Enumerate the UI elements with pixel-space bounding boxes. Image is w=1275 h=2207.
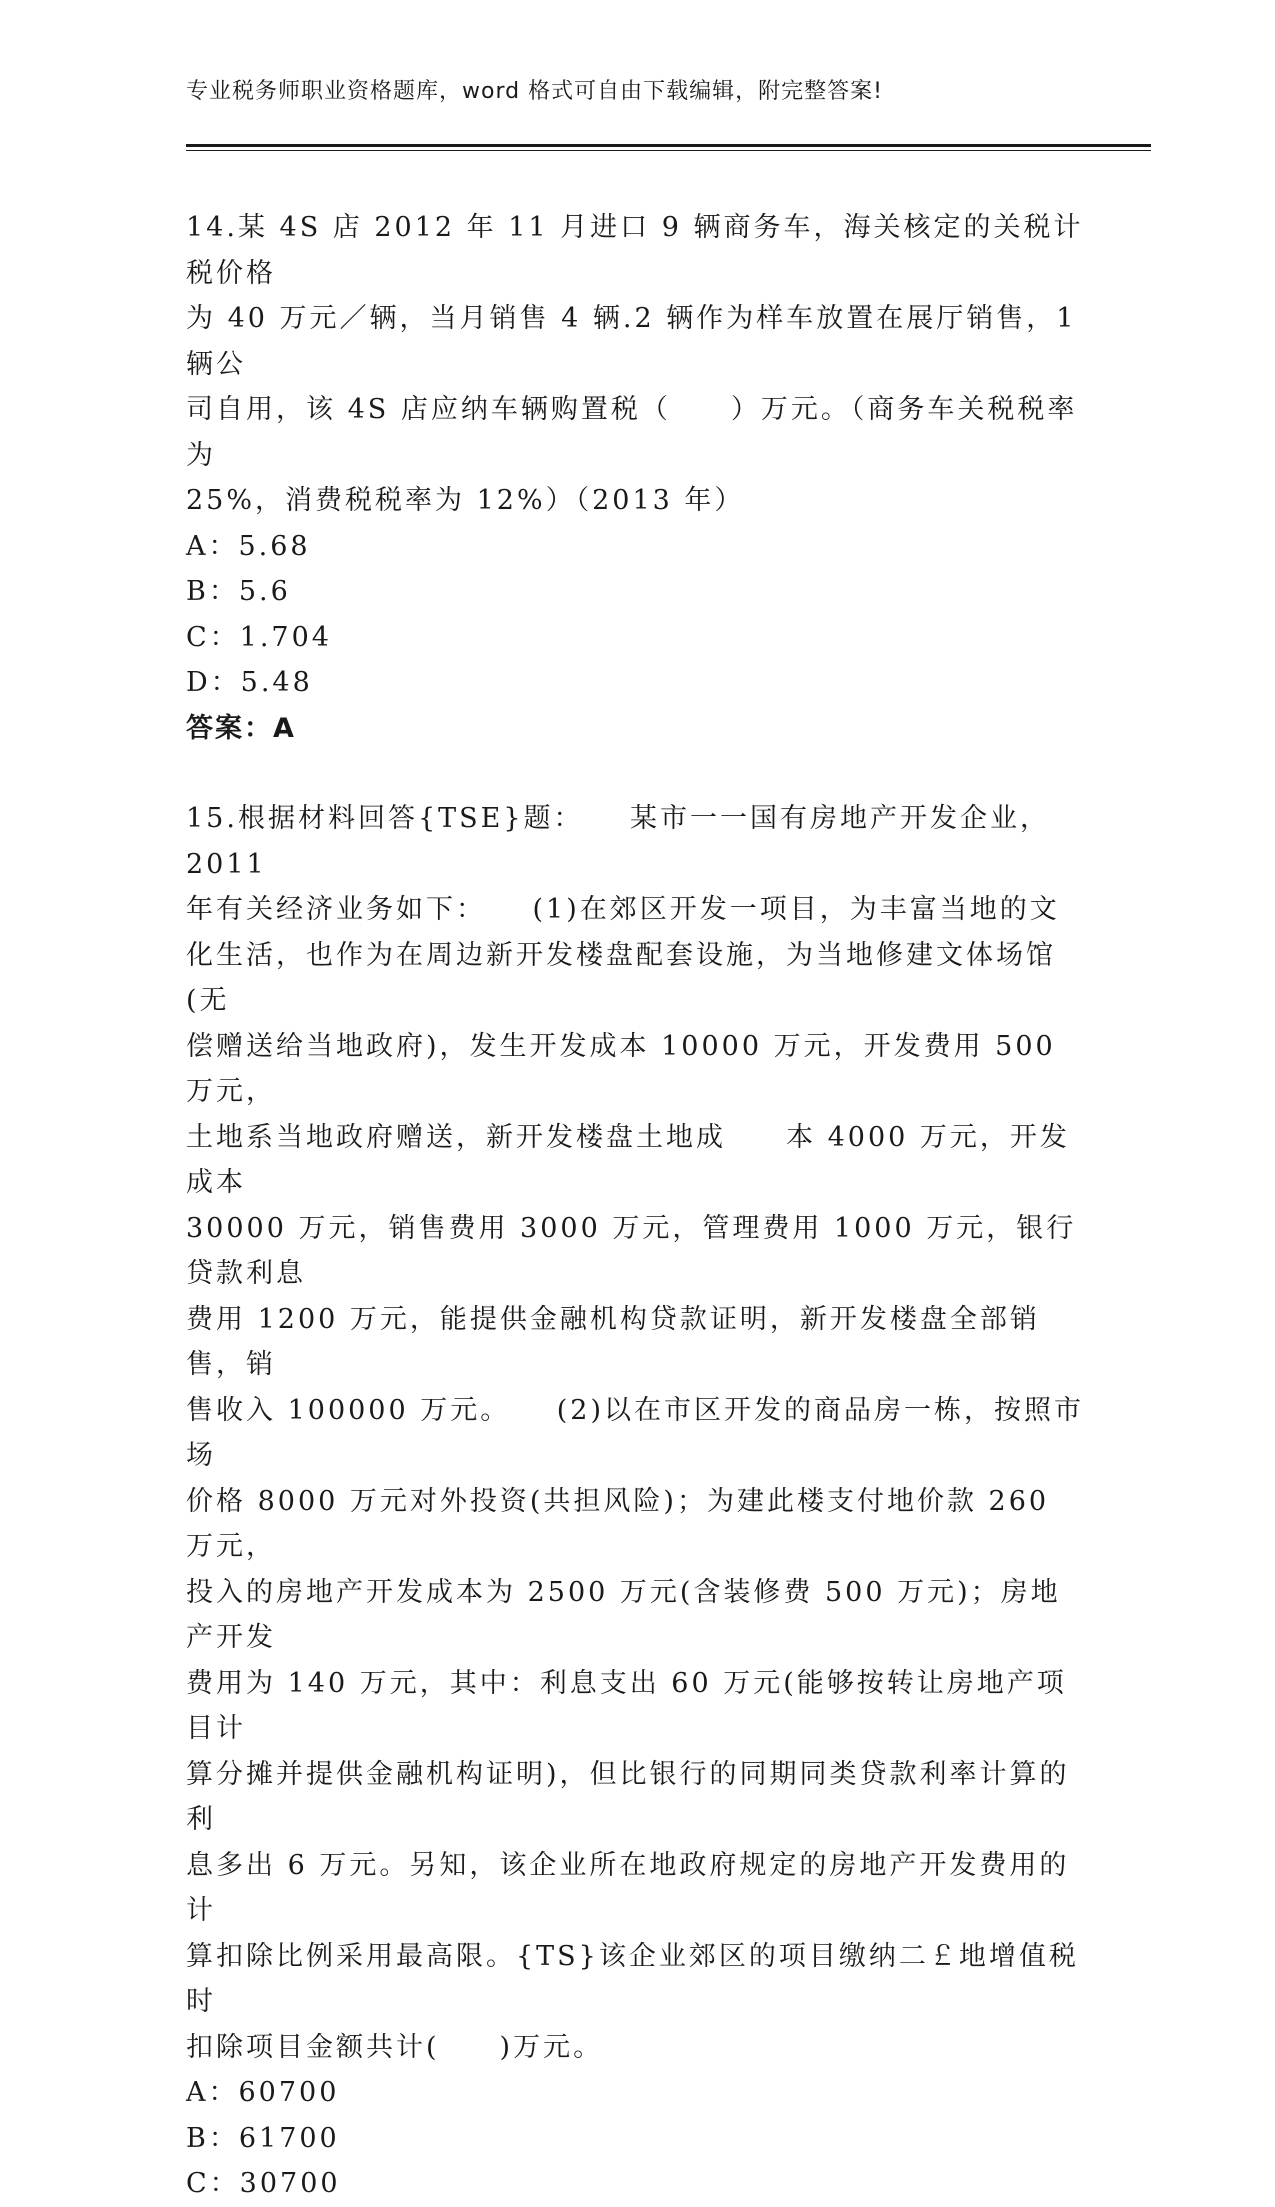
question-15-option-a: A：60700	[186, 2077, 340, 2108]
question-14-answer: 答案：A	[186, 712, 296, 744]
question-15-option-b: B：61700	[186, 2122, 340, 2154]
question-14-option-a: A：5.68	[186, 530, 311, 562]
question-15-option-c: C：30700	[186, 2168, 341, 2199]
question-list	[186, 205, 1086, 2207]
question-15	[186, 796, 1086, 2207]
question-14-option-b: B：5.6	[186, 576, 291, 607]
document-banner: 专业税务师职业资格题库，word 格式可自由下载编辑，附完整答案!	[186, 79, 883, 104]
question-spacer	[186, 751, 1086, 796]
question-14	[186, 205, 1086, 751]
question-14-option-d: D：5.48	[186, 667, 313, 698]
question-14-stem: 14.某 4S 店 2012 年 11 月进口 9 辆商务车，海关核定的关税计税价格 为 40 万元／辆，当月销售 4 辆.2 辆作为样车放置在展厅销售，1 辆公 司自用，该 4S 店应纳车辆购置税（ ）万元。（商务车关税税率为 25%，消费税税率为 12%）（2013 年）	[186, 212, 1084, 516]
question-14-option-c: C：1.704	[186, 621, 332, 653]
question-15-stem: 15.根据材料回答{TSE}题： 某市一一国有房地产开发企业，2011 年有关经济业务如下： (1)在郊区开发一项目，为丰富当地的文 化生活，也作为在周边新开发楼盘配套设施，为当地修建文体场馆(无 偿赠送给当地政府)，发生开发成本 10000 万元，开发费用 500 万元， 土地系当地政府赠送，新开发楼盘土地成 本 4000 万元，开发成本 30000 万元，销售费用 3000 万元，管理费用 1000 万元，银行贷款利息 费用 1200 万元，能提供金融机构贷款证明，新开发楼盘全部销售，销 售收入 100000 万元。 (2)以在市区开发的商品房一栋，按照市场 价格 8000 万元对外投资(共担风险)；为建此楼支付地价款 260 万元， 投入的房地产开发成本为 2500 万元(含装修费 500 万元)；房地产开发 费用为 140 万元，其中：利息支出 60 万元(能够按转让房地产项目计 算分摊并提供金融机构证明)，但比银行的同期同类贷款利率计算的利 息多出 6 万元。另知，该企业所在地政府规定的房地产开发费用的计 算扣除比例采用最高限。{TS}该企业郊区的项目缴纳二￡地增值税时 扣除项目金额共计( )万元。	[186, 803, 1084, 2063]
header-divider-thick	[186, 144, 1151, 147]
header-divider-thin	[186, 150, 1151, 151]
